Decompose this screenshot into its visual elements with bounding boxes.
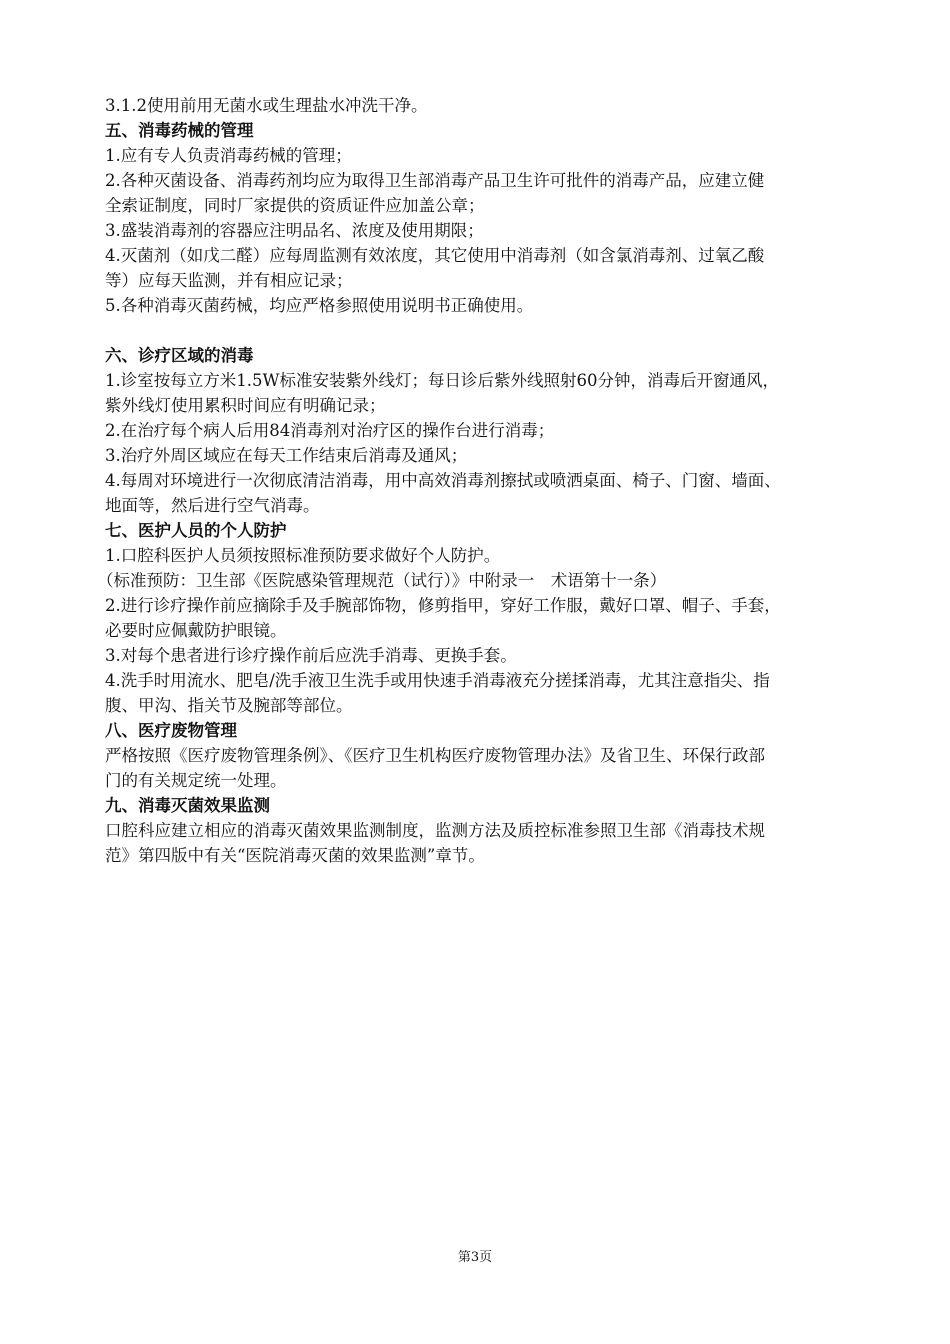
- blank-line: [105, 318, 860, 343]
- paragraph-line: 4.灭菌剂（如戊二醛）应每周监测有效浓度，其它使用中消毒剂（如含氯消毒剂、过氧乙酸: [105, 246, 765, 265]
- paragraph-line: 3.盛装消毒剂的容器应注明品名、浓度及使用期限；: [105, 221, 484, 240]
- section-heading: 七、医护人员的个人防护: [105, 521, 287, 540]
- paragraph-line: 严格按照《医疗废物管理条例》、《医疗卫生机构医疗废物管理办法》及省卫生、环保行政部: [105, 746, 765, 765]
- paragraph-line: 4.每周对环境进行一次彻底清洁消毒，用中高效消毒剂擦拭或喷洒桌面、椅子、门窗、墙面、: [105, 471, 781, 490]
- paragraph-line: 1.诊室按每立方米1.5W标准安装紫外线灯；每日诊后紫外线照射60分钟，消毒后开窗通风，: [105, 371, 779, 390]
- paragraph-line: 口腔科应建立相应的消毒灭菌效果监测制度，监测方法及质控标准参照卫生部《消毒技术规: [105, 821, 765, 840]
- paragraph-line: 腹、甲沟、指关节及腕部等部位。: [105, 696, 353, 715]
- section-heading: 八、医疗废物管理: [105, 721, 237, 740]
- paragraph-line: 范》第四版中有关“医院消毒灭菌的效果监测”章节。: [105, 846, 485, 865]
- page-number: 第3页: [457, 1250, 493, 1265]
- paragraph-line: 全索证制度，同时厂家提供的资质证件应加盖公章；: [105, 196, 485, 215]
- paragraph-line: 门的有关规定统一处理。: [105, 771, 287, 790]
- paragraph-line: 5.各种消毒灭菌药械，均应严格参照使用说明书正确使用。: [105, 296, 534, 315]
- paragraph-line: 4.洗手时用流水、肥皂/洗手液卫生洗手或用快速手消毒液充分搓揉消毒，尤其注意指尖、指: [105, 671, 770, 690]
- paragraph-line: 1.口腔科医护人员须按照标准预防要求做好个人防护。: [105, 546, 501, 565]
- paragraph-line: 紫外线灯使用累积时间应有明确记录；: [105, 396, 386, 415]
- document-body: [97, 93, 860, 868]
- paragraph-line: 必要时应佩戴防护眼镜。: [105, 621, 287, 640]
- paragraph-line: 3.1.2使用前用无菌水或生理盐水冲洗干净。: [105, 96, 428, 115]
- paragraph-line: 2.各种灭菌设备、消毒药剂均应为取得卫生部消毒产品卫生许可批件的消毒产品，应建立健: [105, 171, 765, 190]
- paragraph-line: 3.对每个患者进行诊疗操作前后应洗手消毒、更换手套。: [105, 646, 517, 665]
- paragraph-line: 3.治疗外周区域应在每天工作结束后消毒及通风；: [105, 446, 468, 465]
- paragraph-line: 2.在治疗每个病人后用84消毒剂对治疗区的操作台进行消毒；: [105, 421, 555, 440]
- section-heading: 五、消毒药械的管理: [105, 121, 254, 140]
- paragraph-line: 2.进行诊疗操作前应摘除手及手腕部饰物，修剪指甲，穿好工作服，戴好口罩、帽子、手套，: [105, 596, 781, 615]
- paragraph-line: 地面等，然后进行空气消毒。: [105, 496, 320, 515]
- paragraph-line: （标准预防：卫生部《医院感染管理规范（试行）》中附录一 术语第十一条）: [97, 571, 667, 590]
- section-heading: 六、诊疗区域的消毒: [105, 346, 254, 365]
- paragraph-line: 等）应每天监测，并有相应记录；: [105, 271, 353, 290]
- paragraph-line: 1.应有专人负责消毒药械的管理；: [105, 146, 352, 165]
- section-heading: 九、消毒灭菌效果监测: [105, 796, 270, 815]
